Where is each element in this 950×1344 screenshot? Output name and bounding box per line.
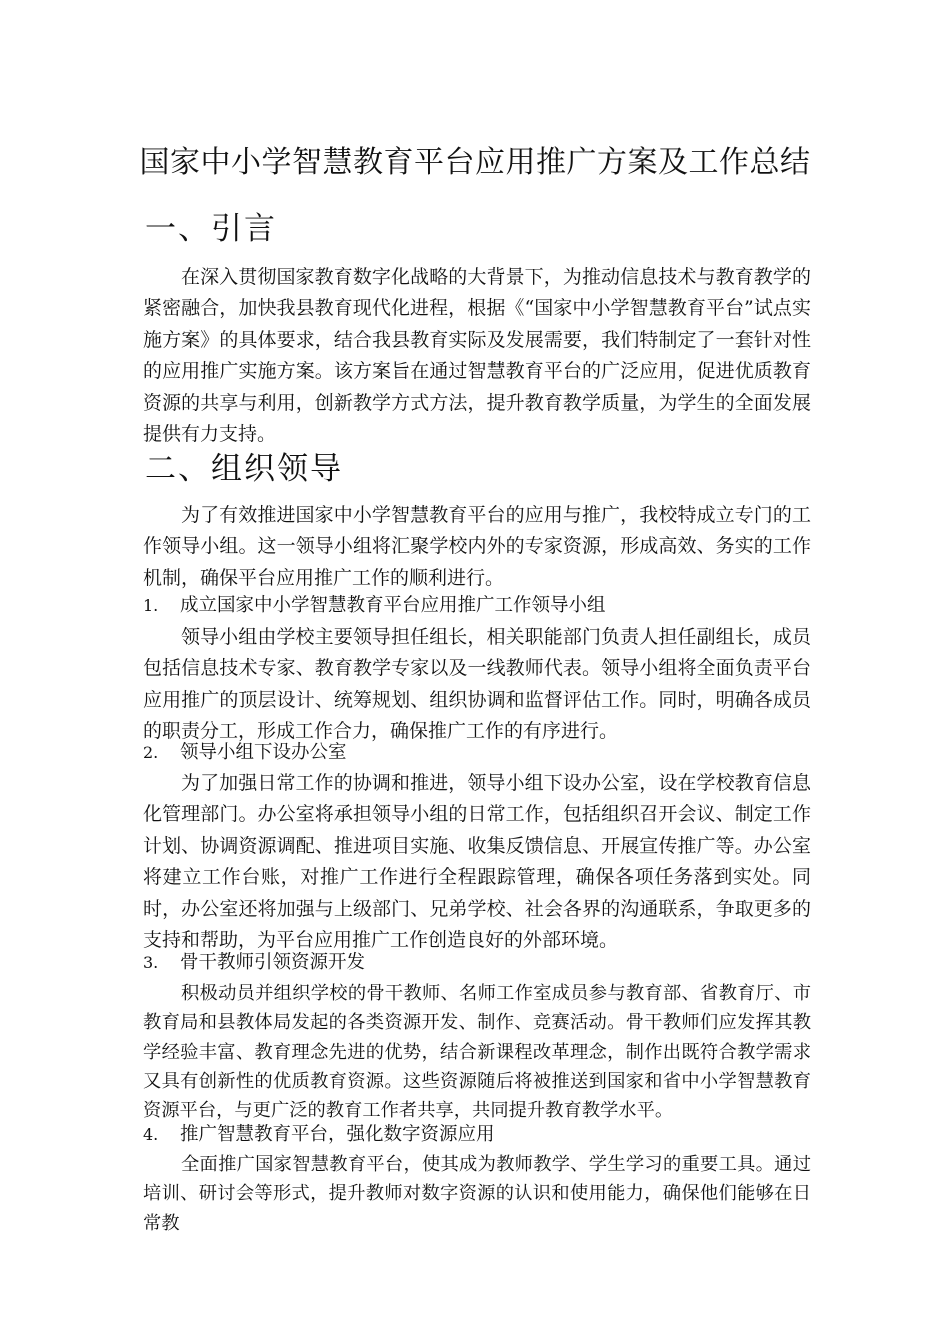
list-item-title-4: [143, 1120, 495, 1150]
list-item-title-2: [143, 738, 347, 768]
list-item-title-3: [143, 948, 365, 978]
introduction-paragraph: 在深入贯彻国家教育数字化战略的大背景下，为推动信息技术与教育教学的紧密融合，加快我县教育现代化进程，根据《“国家中小学智慧教育平台”试点实施方案》的具体要求，结合我县教育实际及发展需要，我们特制定了一套针对性的应用推广实施方案。该方案旨在通过智慧教育平台的广泛应用，促进优质教育资源的共享与利用，创新教学方式方法，提升教育教学质量，为学生的全面发展提供有力支持。: [143, 266, 811, 446]
list-item-body-1: 领导小组由学校主要领导担任组长，相关职能部门负责人担任副组长，成员包括信息技术专家、教育教学专家以及一线教师代表。领导小组将全面负责平台应用推广的顶层设计、统筹规划、组织协调和监督评估工作。同时，明确各成员的职责分工，形成工作合力，确保推广工作的有序进行。: [143, 626, 811, 743]
list-item-body-2: 为了加强日常工作的协调和推进，领导小组下设办公室，设在学校教育信息化管理部门。办公室将承担领导小组的日常工作，包括组织召开会议、制定工作计划、协调资源调配、推进项目实施、收集反馈信息、开展宣传推广等。办公室将建立工作台账，对推广工作进行全程跟踪管理，确保各项任务落到实处。同时，办公室还将加强与上级部门、兄弟学校、社会各界的沟通联系，争取更多的支持和帮助，为平台应用推广工作创造良好的外部环境。: [143, 772, 811, 952]
organization-paragraph: 为了有效推进国家中小学智慧教育平台的应用与推广，我校特成立专门的工作领导小组。这一领导小组将汇聚学校内外的专家资源，形成高效、务实的工作机制，确保平台应用推广工作的顺利进行。: [143, 504, 811, 589]
list-item-number: 2.: [143, 743, 159, 762]
list-item-heading: 领导小组下设办公室: [180, 742, 347, 763]
document-title: 国家中小学智慧教育平台应用推广方案及工作总结: [139, 145, 811, 180]
list-item-heading: 骨干教师引领资源开发: [180, 952, 366, 973]
list-item-heading: 推广智慧教育平台，强化数字资源应用: [180, 1124, 495, 1145]
section-heading-introduction: 一、引言: [145, 211, 277, 247]
list-item-number: 4.: [143, 1125, 159, 1144]
list-item-heading: 成立国家中小学智慧教育平台应用推广工作领导小组: [180, 595, 606, 616]
list-item-body-3: 积极动员并组织学校的骨干教师、名师工作室成员参与教育部、省教育厅、市教育局和县教体局发起的各类资源开发、制作、竞赛活动。骨干教师们应发挥其教学经验丰富、教育理念先进的优势，结合新课程改革理念，制作出既符合教学需求又具有创新性的优质教育资源。这些资源随后将被推送到国家和省中小学智慧教育资源平台，与更广泛的教育工作者共享，共同提升教育教学水平。: [143, 983, 811, 1122]
section-heading-organization: 二、组织领导: [145, 451, 343, 487]
list-item-number: 1.: [143, 596, 159, 615]
list-item-title-1: [143, 591, 606, 621]
list-item-body-4: 全面推广国家智慧教育平台，使其成为教师教学、学生学习的重要工具。通过培训、研讨会等形式，提升教师对数字资源的认识和使用能力，确保他们能够在日常教: [143, 1154, 811, 1234]
list-item-number: 3.: [143, 953, 159, 972]
